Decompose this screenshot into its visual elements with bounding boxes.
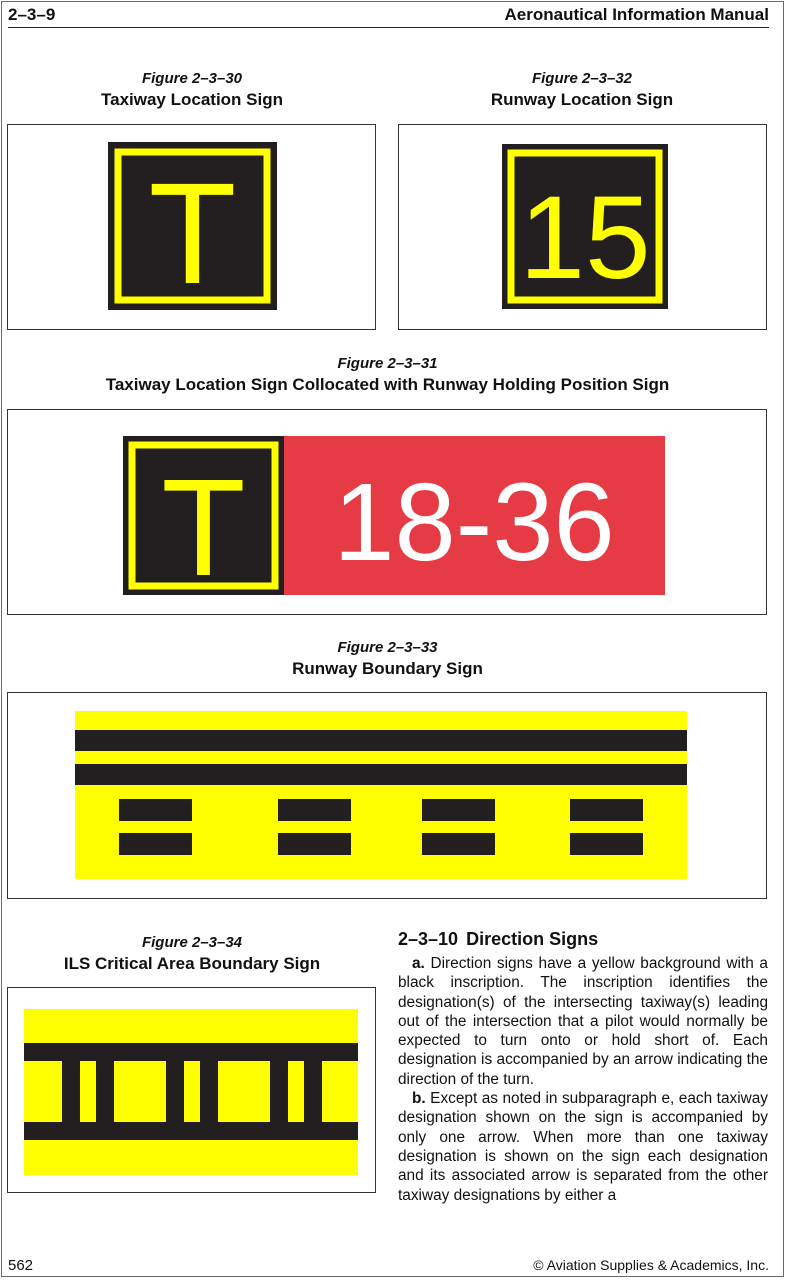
copyright-notice: © Aviation Supplies & Academics, Inc. [533,1257,769,1273]
figure-32-title: Runway Location Sign [490,90,674,109]
dash-1-bottom [119,833,192,855]
sign-letter: T [148,153,237,314]
dash-1-top [119,799,192,821]
figure-32-box [398,124,767,330]
figure-31-box [7,409,767,615]
runway-holding-sign-text: 18-36 [333,461,615,584]
dash-3-top [422,799,495,821]
figure-34-title: ILS Critical Area Boundary Sign [63,954,321,973]
collocated-sign [8,410,765,613]
section-title: Direction Signs [466,929,599,949]
paragraph-b-label: b. [412,1090,426,1108]
paragraph-a [398,954,768,1089]
bar-1 [62,1061,80,1122]
figure-31-title: Taxiway Location Sign Collocated with Runway Holding Position Sign [105,375,670,394]
bar-3 [166,1061,184,1122]
paragraph-a-label: a. [412,955,425,972]
figure-33-box [7,692,767,899]
figure-30-box [7,124,376,330]
solid-line-bottom [75,764,687,785]
paragraph-a-text: Direction signs have a yellow background with a black inscription. The inscription identifies the designation(s) of the intersecting taxiway(s) leading out of the intersection that a pilot would normally be expected to turn onto or hold short of. Each designation is accompanied by an arrow indicating the direction of the turn. [398,955,768,1088]
page-header [8,5,769,28]
figure-30-number: Figure 2–3–30 [141,70,243,87]
dash-4-bottom [570,833,643,855]
figure-32-caption [398,68,766,110]
figure-33-number: Figure 2–3–33 [337,639,438,656]
dash-2-top [278,799,351,821]
bar-4 [200,1061,218,1122]
runway-location-sign [399,125,765,328]
section-body [398,954,768,1205]
taxiway-sign-letter: T [161,451,246,605]
page-reference: 2–3–9 [8,5,56,24]
bar-6 [304,1061,322,1122]
paragraph-b [398,1089,768,1205]
figure-33-title: Runway Boundary Sign [292,659,483,678]
bar-2 [96,1061,114,1122]
runway-boundary-sign [8,693,765,897]
taxiway-location-sign [8,125,374,328]
figure-30-caption [8,68,376,110]
figure-34-caption [8,932,376,974]
ils-critical-area-boundary-sign [8,988,374,1191]
dash-3-bottom [422,833,495,855]
paragraph-b-text: Except as noted in subparagraph e, each taxiway designation shown on the sign is accompanied by only one arrow. When more than one taxiway designation is shown on the sign each designation and its associated arrow is separated from the other taxiway designations by either a [398,1090,768,1204]
figure-31-caption [8,353,767,395]
top-rail [24,1043,358,1061]
figure-31-number: Figure 2–3–31 [337,355,438,372]
figure-34-box [7,987,376,1193]
section-number: 2–3–10 [398,929,459,949]
section-heading [398,929,598,950]
dash-2-bottom [278,833,351,855]
manual-title: Aeronautical Information Manual [504,5,769,24]
figure-33-caption [8,637,767,679]
page-number: 562 [8,1257,34,1274]
bar-5 [270,1061,288,1122]
bottom-rail [24,1122,358,1140]
solid-line-top [75,730,687,751]
figure-34-number: Figure 2–3–34 [141,934,243,951]
dash-4-top [570,799,643,821]
sign-number: 15 [519,172,651,304]
figure-30-title: Taxiway Location Sign [101,90,283,109]
figure-32-number: Figure 2–3–32 [531,70,633,87]
